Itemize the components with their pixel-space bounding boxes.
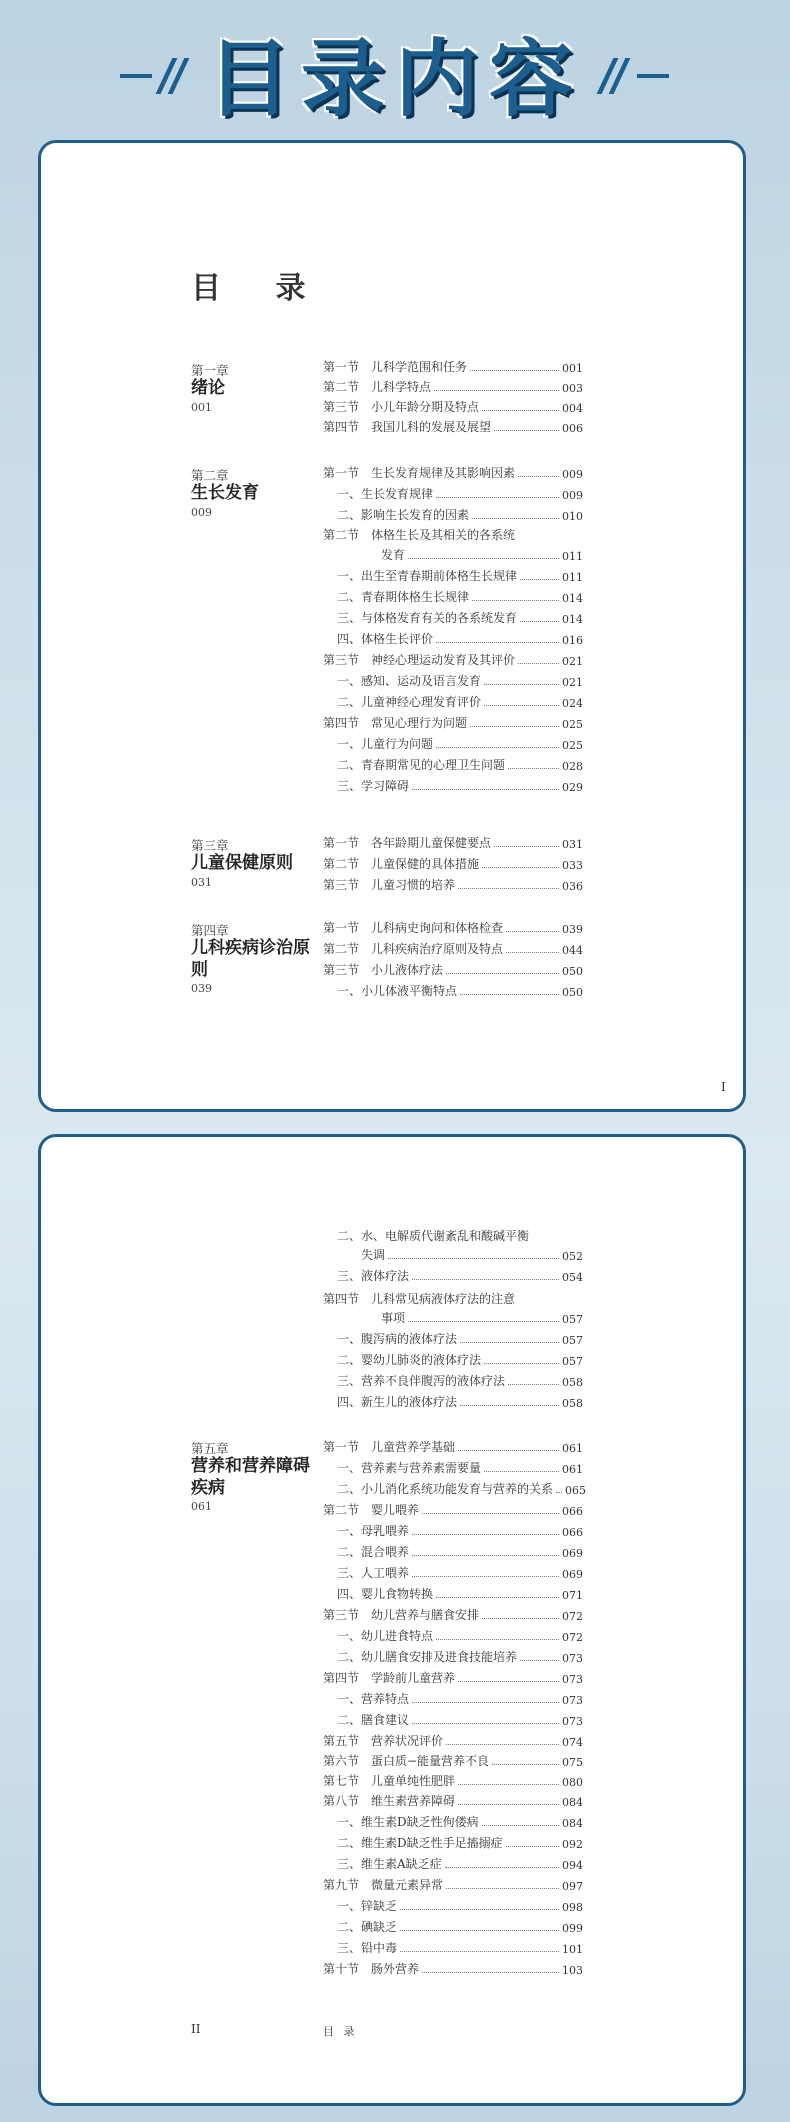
toc-entry[interactable]: 第四节 学龄前儿童营养 073: [323, 1671, 583, 1686]
toc-entry[interactable]: 二、青春期常见的心理卫生问题 028: [337, 758, 583, 773]
chapter-label: 第一章: [191, 363, 229, 378]
toc-entry[interactable]: 三、营养不良伴腹泻的液体疗法 058: [337, 1374, 583, 1389]
toc-entry[interactable]: 事项 057: [381, 1311, 583, 1326]
toc-entry[interactable]: 二、儿童神经心理发育评价 024: [337, 695, 583, 710]
toc-entry[interactable]: 第九节 微量元素异常 097: [323, 1878, 583, 1893]
toc-entry[interactable]: 一、生长发育规律 009: [337, 487, 583, 502]
toc-entry[interactable]: 第一节 儿童营养学基础 061: [323, 1440, 583, 1455]
running-head: 目 录: [323, 2025, 358, 2038]
chapter-title: 生长发育: [191, 483, 259, 503]
chapter-page: 001: [191, 401, 212, 414]
toc-entry[interactable]: 二、婴幼儿肺炎的液体疗法 057: [337, 1353, 583, 1368]
chapter-page: 061: [191, 1500, 212, 1513]
toc-entry[interactable]: 第三节 儿童习惯的培养 036: [323, 878, 583, 893]
toc-entry[interactable]: 一、营养素与营养素需要量 061: [337, 1461, 583, 1476]
chapter-label: 第五章: [191, 1441, 229, 1456]
toc-entry[interactable]: 四、新生儿的液体疗法 058: [337, 1395, 583, 1410]
toc-entry[interactable]: 失调 052: [361, 1248, 583, 1263]
toc-entry[interactable]: 二、青春期体格生长规律 014: [337, 590, 583, 605]
toc-entry[interactable]: 一、儿童行为问题 025: [337, 737, 583, 752]
toc-entry[interactable]: 第一节 各年龄期儿童保健要点 031: [323, 836, 583, 851]
toc-entry[interactable]: 三、学习障碍 029: [337, 779, 583, 794]
toc-entry[interactable]: 一、小儿体液平衡特点 050: [337, 984, 583, 999]
toc-entry[interactable]: 第四节 常见心理行为问题 025: [323, 716, 583, 731]
toc-entry[interactable]: 一、母乳喂养 066: [337, 1524, 583, 1539]
toc-entry[interactable]: 一、锌缺乏 098: [337, 1899, 583, 1914]
toc-entry[interactable]: 一、营养特点 073: [337, 1692, 583, 1707]
toc-entry[interactable]: 第五节 营养状况评价 074: [323, 1734, 583, 1749]
toc-entry[interactable]: 第一节 儿科学范围和任务 001: [323, 360, 583, 375]
chapter-title: 绪论: [191, 378, 225, 398]
toc-entry-line[interactable]: 二、水、电解质代谢紊乱和酸碱平衡: [337, 1229, 530, 1243]
chapter-title: 儿科疾病诊治原则: [191, 938, 310, 980]
toc-entry[interactable]: 二、小儿消化系统功能发育与营养的关系 065: [337, 1482, 587, 1497]
toc-entry[interactable]: 第二节 儿童保健的具体措施 033: [323, 857, 583, 872]
toc-entry[interactable]: 第八节 维生素营养障碍 084: [323, 1794, 583, 1809]
banner-title: 目录内容: [206, 30, 583, 128]
chapter-page: 039: [191, 982, 212, 995]
toc-entry[interactable]: 第三节 小儿年龄分期及特点 004: [323, 400, 583, 415]
toc-entry[interactable]: 第二节 儿科学特点 003: [323, 380, 583, 395]
toc-entry[interactable]: 第一节 儿科病史询问和体格检查 039: [323, 921, 583, 936]
chapter-title: 儿童保健原则: [191, 853, 293, 873]
toc-entry[interactable]: 第一节 生长发育规律及其影响因素 009: [323, 466, 583, 481]
toc-entry[interactable]: 第二节 婴儿喂养 066: [323, 1503, 583, 1518]
toc-entry[interactable]: 发育 011: [381, 548, 583, 563]
toc-entry[interactable]: 第六节 蛋白质−能量营养不良 075: [323, 1754, 583, 1769]
page-folio: I: [721, 1080, 726, 1094]
toc-entry[interactable]: 第二节 儿科疾病治疗原则及特点 044: [323, 942, 583, 957]
chapter-page: 009: [191, 506, 212, 519]
toc-heading: 目 录: [191, 271, 328, 306]
chapter-title: 营养和营养障碍疾病: [191, 1456, 310, 1498]
toc-entry-line[interactable]: 第四节 儿科常见病液体疗法的注意: [323, 1292, 516, 1306]
toc-entry[interactable]: 一、维生素D缺乏性佝偻病 084: [337, 1815, 583, 1830]
banner: [0, 0, 790, 130]
right-slash-decoration: [595, 52, 685, 96]
toc-entry[interactable]: 四、婴儿食物转换 071: [337, 1587, 583, 1602]
toc-entry[interactable]: 二、膳食建议 073: [337, 1713, 583, 1728]
toc-entry[interactable]: 三、液体疗法 054: [337, 1269, 583, 1284]
toc-entry[interactable]: 四、体格生长评价 016: [337, 632, 583, 647]
toc-entry[interactable]: 三、人工喂养 069: [337, 1566, 583, 1581]
toc-entry[interactable]: 第三节 神经心理运动发育及其评价 021: [323, 653, 583, 668]
toc-entry[interactable]: 第四节 我国儿科的发展及展望 006: [323, 420, 583, 435]
toc-entry[interactable]: 二、碘缺乏 099: [337, 1920, 583, 1935]
toc-entry[interactable]: 一、腹泻病的液体疗法 057: [337, 1332, 583, 1347]
chapter-label: 第二章: [191, 468, 229, 483]
toc-entry[interactable]: 一、感知、运动及语言发育 021: [337, 674, 583, 689]
toc-entry[interactable]: 三、维生素A缺乏症 094: [337, 1857, 583, 1872]
toc-entry-line[interactable]: 第二节 体格生长及其相关的各系统: [323, 528, 516, 542]
toc-page-2: [38, 1134, 746, 2106]
toc-entry[interactable]: 第七节 儿童单纯性肥胖 080: [323, 1774, 583, 1789]
toc-entry[interactable]: 第三节 小儿液体疗法 050: [323, 963, 583, 978]
toc-entry[interactable]: 一、出生至青春期前体格生长规律 011: [337, 569, 583, 584]
page-folio: II: [191, 2022, 201, 2036]
toc-entry[interactable]: 二、影响生长发育的因素 010: [337, 508, 583, 523]
toc-entry[interactable]: 二、混合喂养 069: [337, 1545, 583, 1560]
toc-entry[interactable]: 二、维生素D缺乏性手足搐搦症 092: [337, 1836, 583, 1851]
toc-entry[interactable]: 三、与体格发育有关的各系统发育 014: [337, 611, 583, 626]
chapter-label: 第三章: [191, 838, 229, 853]
toc-entry[interactable]: 三、铅中毒 101: [337, 1941, 583, 1956]
toc-entry[interactable]: 第十节 肠外营养 103: [323, 1962, 583, 1977]
chapter-label: 第四章: [191, 923, 229, 938]
toc-entry[interactable]: 一、幼儿进食特点 072: [337, 1629, 583, 1644]
toc-entry[interactable]: 第三节 幼儿营养与膳食安排 072: [323, 1608, 583, 1623]
toc-page-1: [38, 140, 746, 1112]
chapter-page: 031: [191, 876, 212, 889]
toc-entry[interactable]: 二、幼儿膳食安排及进食技能培养 073: [337, 1650, 583, 1665]
